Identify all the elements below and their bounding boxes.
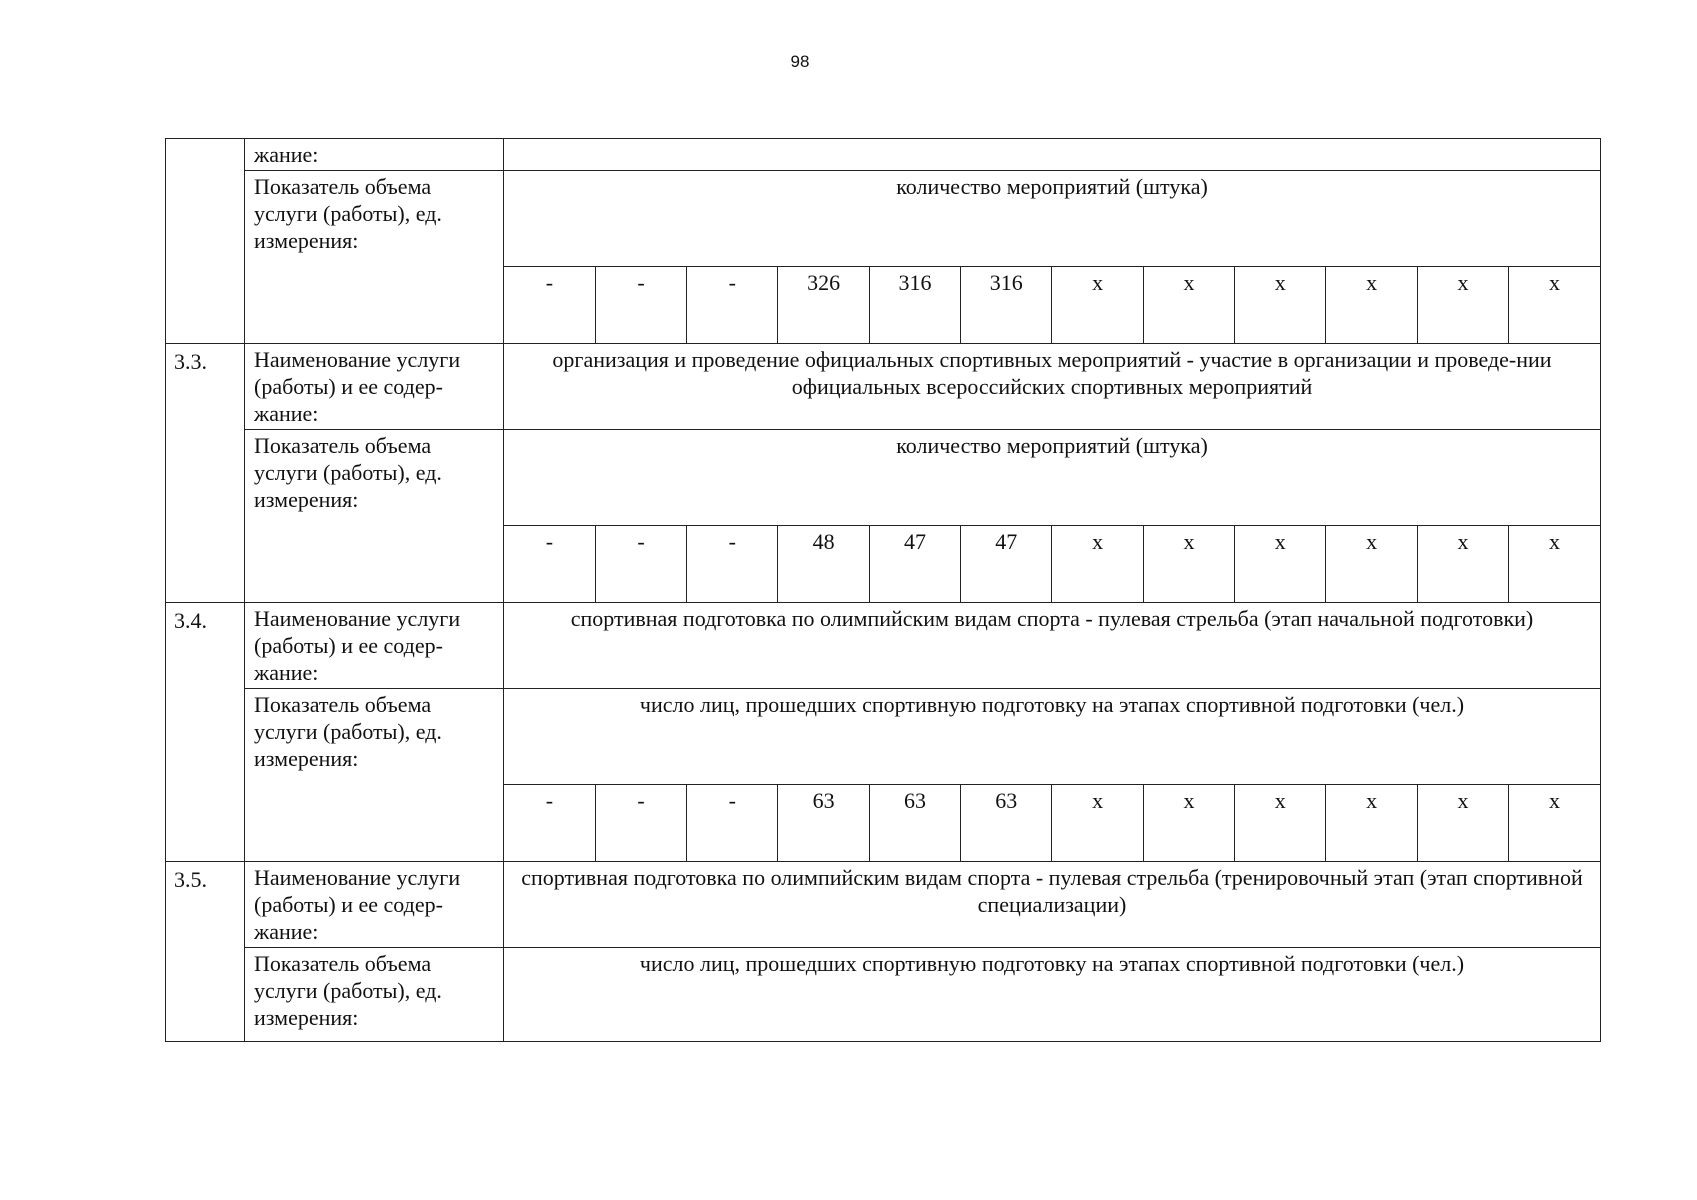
table-row (166, 603, 1601, 689)
value-cell: х (1326, 267, 1417, 343)
value-cell: 63 (869, 785, 960, 861)
section-number: 3.5. (166, 862, 245, 1042)
volume-label: Показатель объема услуги (работы), ед. измерения: (245, 171, 504, 344)
values-grid (504, 526, 1600, 602)
value-cell: х (1326, 526, 1417, 602)
table-row (166, 139, 1601, 171)
section-number: 3.4. (166, 603, 245, 862)
service-name: организация и проведение официальных спортивных мероприятий - участие в организации и проведе-нии официальных всероссийских спортивных мероприятий (504, 344, 1601, 430)
value-cell: х (1052, 526, 1143, 602)
table-row (166, 862, 1601, 948)
volume-unit: количество мероприятий (штука) (504, 171, 1601, 267)
service-name-label: Наименование услуги (работы) и ее содер-жание: (245, 862, 504, 948)
value-cell: х (1052, 267, 1143, 343)
value-cell: х (1326, 785, 1417, 861)
value-cell: 63 (961, 785, 1052, 861)
volume-unit: число лиц, прошедших спортивную подготовку на этапах спортивной подготовки (чел.) (504, 689, 1601, 785)
table-row (166, 689, 1601, 785)
table-row (166, 430, 1601, 526)
value-cell: - (687, 526, 778, 602)
services-table (165, 138, 1601, 1042)
value-cell: х (1509, 785, 1600, 861)
service-name-label: жание: (245, 139, 504, 171)
value-cell: х (1417, 267, 1508, 343)
value-cell: 316 (869, 267, 960, 343)
value-cell: х (1143, 267, 1234, 343)
table-row (166, 344, 1601, 430)
values-row (504, 785, 1601, 862)
service-name-label: Наименование услуги (работы) и ее содер-жание: (245, 344, 504, 430)
value-cell: - (595, 526, 686, 602)
value-cell: 316 (961, 267, 1052, 343)
value-cell: - (545, 270, 554, 295)
value-cell: 326 (778, 267, 869, 343)
value-cell: - (545, 788, 554, 813)
service-name-label: Наименование услуги (работы) и ее содер-жание: (245, 603, 504, 689)
service-name-cell (504, 139, 1601, 171)
value-cell: - (687, 267, 778, 343)
values-grid (504, 785, 1600, 861)
service-name: спортивная подготовка по олимпийским видам спорта - пулевая стрельба (этап начальной подготовки) (504, 603, 1601, 689)
value-cell: - (687, 785, 778, 861)
value-cell: - (595, 785, 686, 861)
value-cell: х (1235, 267, 1326, 343)
section-number-cell (166, 139, 245, 344)
value-cell: х (1417, 785, 1508, 861)
service-name: спортивная подготовка по олимпийским видам спорта - пулевая стрельба (тренировочный этап (этап спортивной специализации) (504, 862, 1601, 948)
table-row (166, 948, 1601, 1042)
value-cell: 48 (778, 526, 869, 602)
volume-label: Показатель объема услуги (работы), ед. измерения: (245, 689, 504, 862)
table-row (166, 171, 1601, 267)
value-cell: х (1143, 785, 1234, 861)
volume-unit: количество мероприятий (штука) (504, 430, 1601, 526)
value-cell: х (1235, 526, 1326, 602)
value-cell: - (595, 267, 686, 343)
volume-unit: число лиц, прошедших спортивную подготовку на этапах спортивной подготовки (чел.) (504, 948, 1601, 1042)
value-cell: х (1235, 785, 1326, 861)
page-number: 98 (790, 52, 810, 71)
value-cell: х (1509, 267, 1600, 343)
value-cell: х (1509, 526, 1600, 602)
section-number: 3.3. (166, 344, 245, 603)
volume-label: Показатель объема услуги (работы), ед. измерения: (245, 430, 504, 603)
value-cell: 63 (778, 785, 869, 861)
values-row (504, 267, 1601, 344)
value-cell: х (1143, 526, 1234, 602)
value-cell: 47 (961, 526, 1052, 602)
volume-label: Показатель объема услуги (работы), ед. измерения: (245, 948, 504, 1042)
values-grid (504, 267, 1600, 343)
value-cell: х (1417, 526, 1508, 602)
value-cell: х (1052, 785, 1143, 861)
value-cell: - (545, 529, 554, 554)
values-row (504, 526, 1601, 603)
value-cell: 47 (869, 526, 960, 602)
